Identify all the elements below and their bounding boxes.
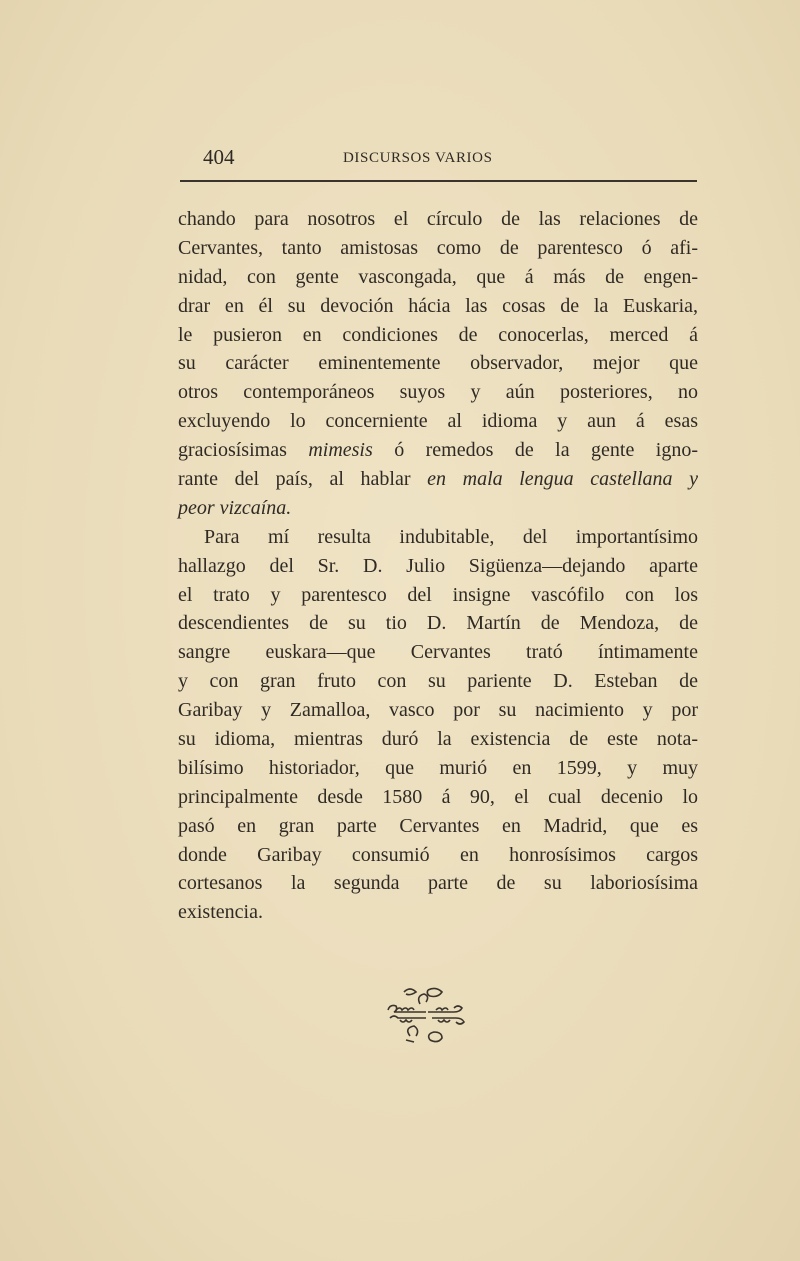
italic-text: en mala lengua castellana y — [427, 468, 698, 491]
text-line — [178, 263, 698, 292]
text-line — [178, 465, 698, 494]
text-segment: bilísimo historiador, que murió en 1599, y muy — [178, 756, 698, 779]
text-segment: Cervantes, tanto amistosas como de parentesco ó afi- — [178, 236, 698, 259]
text-line — [178, 234, 698, 263]
text-segment: su carácter eminentemente observador, mejor que — [178, 352, 698, 375]
text-line — [178, 292, 698, 321]
text-segment: rante del país, al hablar — [178, 468, 428, 491]
italic-text: peor vizcaína. — [178, 496, 292, 519]
text-segment: pasó en gran parte Cervantes en Madrid, que es — [178, 814, 698, 837]
text-segment: el trato y parentesco del insigne vascófilo con los — [178, 583, 698, 606]
text-line — [178, 523, 698, 552]
text-line — [178, 783, 698, 812]
text-line — [178, 841, 698, 870]
text-line — [178, 725, 698, 754]
running-title: DISCURSOS VARIOS — [343, 150, 493, 166]
text-line — [178, 436, 698, 465]
header-rule — [180, 180, 697, 182]
page-number: 404 — [203, 145, 235, 169]
text-segment: nidad, con gente vascongada, que á más de engen- — [178, 265, 698, 288]
text-line — [178, 638, 698, 667]
fleuron-ornament-icon — [382, 980, 470, 1052]
text-segment: ó remedos de la gente igno- — [372, 439, 698, 462]
text-line — [178, 898, 698, 927]
text-line — [178, 407, 698, 436]
text-line — [178, 378, 698, 407]
text-segment: graciosísimas — [178, 439, 309, 462]
text-line — [178, 754, 698, 783]
text-line — [178, 609, 698, 638]
text-segment: y con gran fruto con su pariente D. Esteban de — [178, 670, 698, 693]
text-line — [178, 205, 698, 234]
text-segment: su idioma, mientras duró la existencia de este nota- — [178, 728, 698, 751]
text-segment: le pusieron en condiciones de conocerlas, merced á — [178, 323, 698, 346]
text-segment: cortesanos la segunda parte de su laboriosísima — [178, 872, 698, 895]
text-line — [178, 812, 698, 841]
text-segment: Para mí resulta indubitable, del importantísimo — [204, 525, 698, 548]
text-line — [178, 349, 698, 378]
text-line — [178, 581, 698, 610]
text-line — [178, 494, 698, 523]
text-segment: excluyendo lo concerniente al idioma y aun á esas — [178, 410, 698, 433]
text-segment: hallazgo del Sr. D. Julio Sigüenza—dejando aparte — [178, 554, 698, 577]
text-segment: Garibay y Zamalloa, vasco por su nacimiento y por — [178, 699, 698, 722]
body-text — [178, 205, 698, 927]
text-line — [178, 667, 698, 696]
text-line — [178, 552, 698, 581]
text-segment: chando para nosotros el círculo de las relaciones de — [178, 208, 698, 230]
text-segment: principalmente desde 1580 á 90, el cual decenio lo — [178, 785, 698, 808]
text-segment: existencia. — [178, 901, 263, 924]
text-segment: drar en él su devoción hácia las cosas de la Euskaria, — [178, 294, 698, 317]
text-line — [178, 321, 698, 350]
text-segment: sangre euskara—que Cervantes trató íntimamente — [178, 641, 698, 664]
text-segment: donde Garibay consumió en honrosísimos cargos — [178, 843, 698, 866]
text-line — [178, 869, 698, 898]
text-segment: otros contemporáneos suyos y aún posteriores, no — [178, 381, 698, 404]
text-line — [178, 696, 698, 725]
text-segment: descendientes de su tio D. Martín de Mendoza, de — [178, 612, 698, 635]
italic-text: mimesis — [308, 439, 373, 462]
